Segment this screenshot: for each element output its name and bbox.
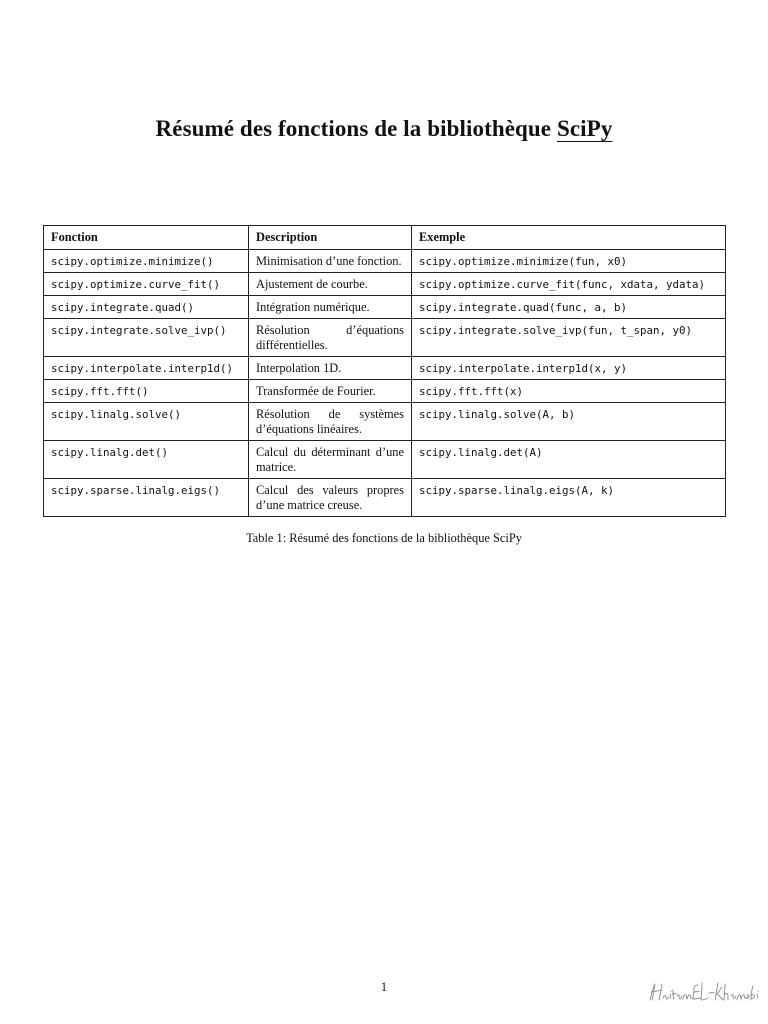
cell-description: Ajustement de courbe. — [249, 273, 412, 296]
cell-fonction: scipy.linalg.det() — [44, 441, 249, 479]
column-header-description: Description — [249, 226, 412, 250]
cell-description: Résolution de systèmes d’équations linéaires. — [249, 403, 412, 441]
signature-image — [646, 978, 764, 1006]
column-header-exemple: Exemple — [412, 226, 726, 250]
cell-fonction: scipy.optimize.curve_fit() — [44, 273, 249, 296]
page-number: 1 — [380, 980, 388, 994]
cell-fonction: scipy.fft.fft() — [44, 380, 249, 403]
cell-fonction: scipy.integrate.solve_ivp() — [44, 319, 249, 357]
cell-fonction: scipy.optimize.minimize() — [44, 250, 249, 273]
cell-fonction: scipy.integrate.quad() — [44, 296, 249, 319]
page-title-prefix: Résumé des fonctions de la bibliothèque — [155, 116, 557, 141]
cell-fonction: scipy.linalg.solve() — [44, 403, 249, 441]
table-header-row — [44, 226, 726, 250]
cell-description: Résolution d’équations différentielles. — [249, 319, 412, 357]
table-row — [44, 380, 726, 403]
cell-description: Minimisation d’une fonction. — [249, 250, 412, 273]
table-row — [44, 403, 726, 441]
column-header-fonction: Fonction — [44, 226, 249, 250]
table-row — [44, 273, 726, 296]
table-row — [44, 319, 726, 357]
cell-exemple: scipy.optimize.minimize(fun, x0) — [412, 250, 726, 273]
cell-exemple: scipy.linalg.solve(A, b) — [412, 403, 726, 441]
table-row — [44, 296, 726, 319]
table-row — [44, 357, 726, 380]
cell-exemple: scipy.optimize.curve_fit(func, xdata, ydata) — [412, 273, 726, 296]
cell-exemple: scipy.integrate.solve_ivp(fun, t_span, y0) — [412, 319, 726, 357]
page-title-library-link[interactable]: SciPy — [556, 116, 613, 141]
cell-exemple: scipy.linalg.det(A) — [412, 441, 726, 479]
cell-exemple: scipy.integrate.quad(func, a, b) — [412, 296, 726, 319]
functions-table — [43, 225, 726, 517]
table-row — [44, 250, 726, 273]
cell-fonction: scipy.sparse.linalg.eigs() — [44, 479, 249, 517]
table-caption: Table 1: Résumé des fonctions de la bibliothèque SciPy — [246, 531, 522, 545]
table-row — [44, 479, 726, 517]
table-row — [44, 441, 726, 479]
cell-description: Intégration numérique. — [249, 296, 412, 319]
cell-description: Calcul des valeurs propres d’une matrice creuse. — [249, 479, 412, 517]
cell-exemple: scipy.sparse.linalg.eigs(A, k) — [412, 479, 726, 517]
cell-exemple: scipy.interpolate.interp1d(x, y) — [412, 357, 726, 380]
cell-description: Transformée de Fourier. — [249, 380, 412, 403]
page-title — [0, 116, 768, 142]
cell-fonction: scipy.interpolate.interp1d() — [44, 357, 249, 380]
cell-description: Calcul du déterminant d’une matrice. — [249, 441, 412, 479]
cell-exemple: scipy.fft.fft(x) — [412, 380, 726, 403]
cell-description: Interpolation 1D. — [249, 357, 412, 380]
